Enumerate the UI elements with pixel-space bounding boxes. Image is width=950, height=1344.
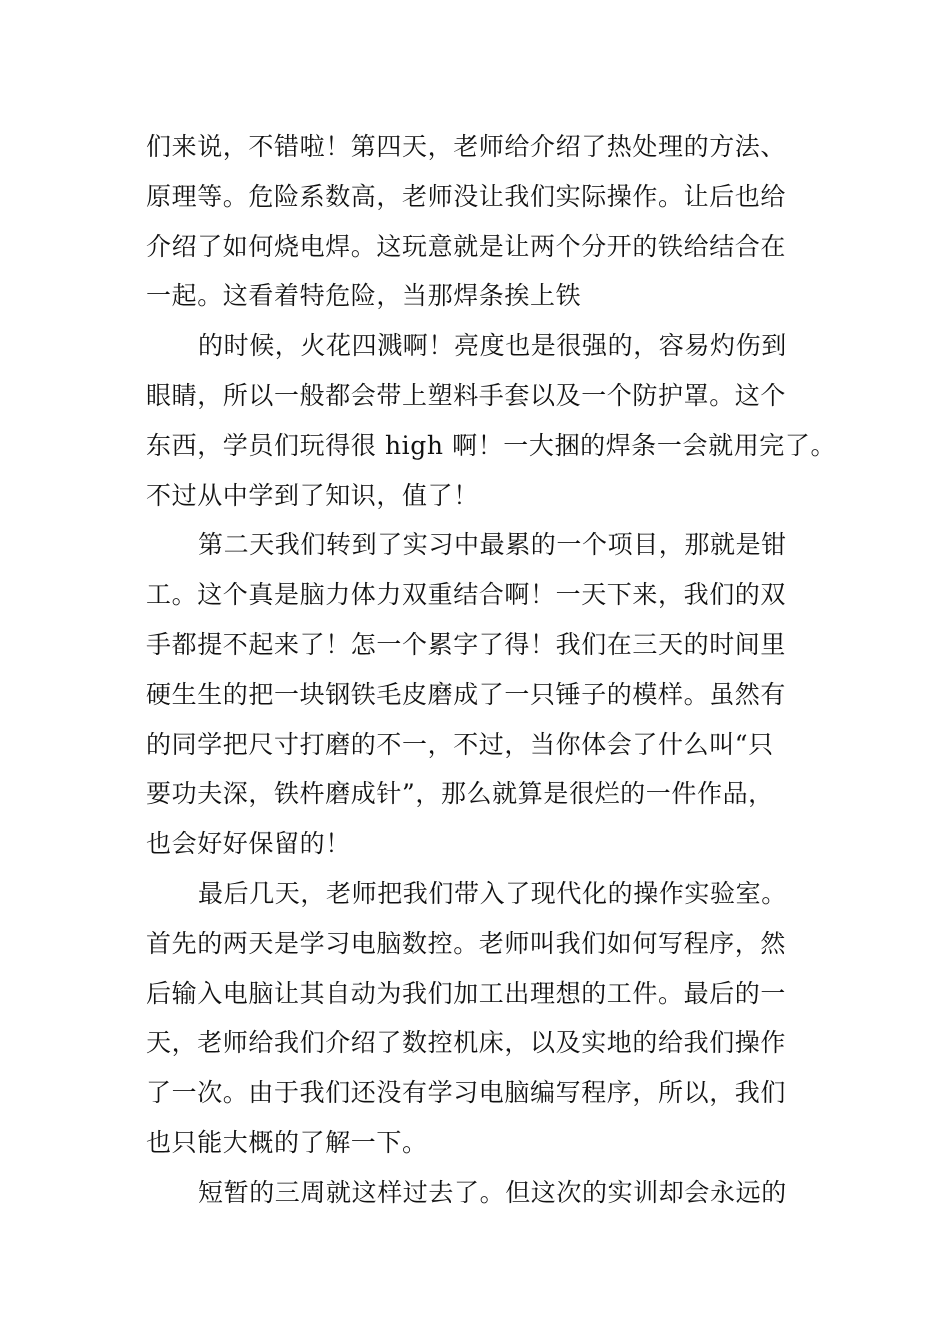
text-line: 首先的两天是学习电脑数控。老师叫我们如何写程序，然 — [146, 928, 787, 958]
text-line: 工。这个真是脑力体力双重结合啊！一天下来，我们的双 — [146, 580, 787, 610]
text-line: 也只能大概的了解一下。 — [146, 1127, 428, 1157]
text-line: 的同学把尺寸打磨的不一，不过，当你体会了什么叫“只 — [146, 729, 774, 759]
text-line: 第二天我们转到了实习中最累的一个项目，那就是钳 — [198, 530, 787, 560]
text-line: 手都提不起来了！怎一个累字了得！我们在三天的时间里 — [146, 629, 787, 659]
text-line: 东西，学员们玩得很 high 啊！一大捆的焊条一会就用完了。 — [146, 430, 837, 460]
text-line: 也会好好保留的！ — [146, 829, 351, 859]
body-text — [146, 122, 837, 1218]
text-line: 介绍了如何烧电焊。这玩意就是让两个分开的铁给结合在 — [146, 231, 787, 261]
text-line: 硬生生的把一块钢铁毛皮磨成了一只锤子的模样。虽然有 — [146, 679, 787, 709]
text-line: 要功夫深，铁杵磨成针”，那么就算是很烂的一件作品， — [146, 779, 774, 809]
text-line: 一起。这看着特危险，当那焊条挨上铁 — [146, 281, 582, 311]
text-line: 天，老师给我们介绍了数控机床，以及实地的给我们操作 — [146, 1028, 787, 1058]
text-line: 不过从中学到了知识，值了！ — [146, 480, 479, 510]
text-line: 们来说，不错啦！第四天，老师给介绍了热处理的方法、 — [146, 132, 787, 161]
text-line: 了一次。由于我们还没有学习电脑编写程序，所以，我们 — [146, 1078, 787, 1108]
text-line: 眼睛，所以一般都会带上塑料手套以及一个防护罩。这个 — [146, 380, 787, 410]
text-line: 短暂的三周就这样过去了。但这次的实训却会永远的 — [198, 1177, 787, 1207]
text-line: 的时候，火花四溅啊！亮度也是很强的，容易灼伤到 — [198, 331, 787, 361]
text-line: 最后几天，老师把我们带入了现代化的操作实验室。 — [198, 878, 787, 908]
text-line: 后输入电脑让其自动为我们加工出理想的工件。最后的一 — [146, 978, 787, 1008]
text-line: 原理等。危险系数高，老师没让我们实际操作。让后也给 — [146, 181, 787, 211]
